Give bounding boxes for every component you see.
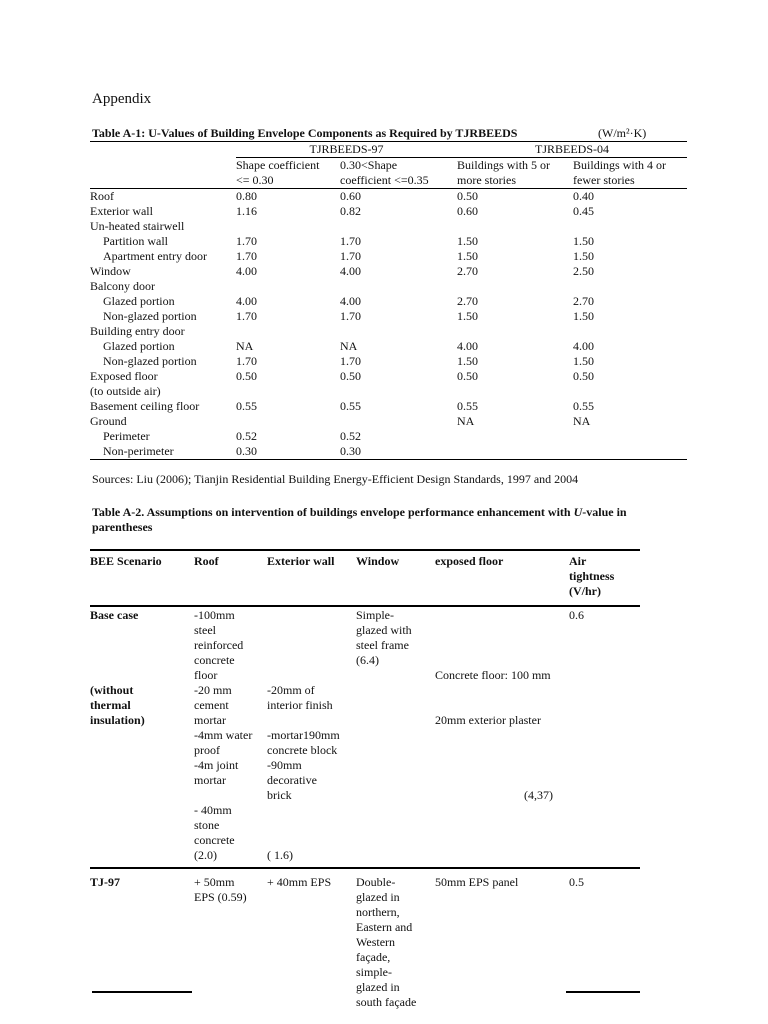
group-header-tjrbeeds-97: TJRBEEDS-97 (236, 142, 457, 158)
value-cell: 0.80 (236, 189, 257, 203)
table-row (90, 264, 687, 279)
value-cell: 1.70 (340, 249, 361, 263)
value-cell: 4.00 (236, 264, 257, 278)
value-cell (573, 324, 687, 339)
value-cell (236, 219, 340, 234)
table-row (90, 339, 687, 354)
row-label: Perimeter (103, 429, 150, 443)
table-row-tj97 (90, 868, 640, 1010)
base-window-cell: Simple- glazed with steel frame (6.4) (356, 606, 435, 868)
footnote-rule-right (566, 991, 640, 993)
value-cell: 4.00 (573, 339, 595, 353)
table-row (90, 204, 687, 219)
header-window: Window (356, 550, 435, 606)
footnote-rule-left (92, 991, 192, 993)
value-cell (236, 414, 340, 429)
value-cell: 0.60 (340, 189, 361, 203)
value-cell: 1.70 (236, 309, 257, 323)
scenario-base-case: Base case (without thermal insulation) (90, 606, 194, 868)
row-label: Building entry door (90, 324, 185, 338)
value-cell (236, 279, 340, 294)
value-cell: 1.70 (236, 234, 257, 248)
value-cell: 0.45 (573, 204, 595, 218)
value-cell: 0.30 (236, 444, 257, 458)
value-cell: 1.50 (457, 249, 479, 263)
value-cell: 0.55 (340, 399, 361, 413)
base-air-cell: 0.6 (569, 606, 640, 868)
sources-note: Sources: Liu (2006); Tianjin Residential Building Energy-Efficient Design Standards, 1997 and 2004 (92, 472, 579, 486)
table-a1-caption: Table A-1: U-Values of Building Envelope Components as Required by TJRBEEDS (92, 126, 518, 140)
table-row (90, 234, 687, 249)
table-row (90, 399, 687, 414)
value-cell: 1.70 (340, 309, 361, 323)
table-row (90, 249, 687, 264)
value-cell: 1.70 (236, 354, 257, 368)
table-a1 (90, 141, 687, 460)
value-cell (573, 279, 687, 294)
value-cell: 0.50 (340, 369, 361, 383)
value-cell (573, 444, 687, 460)
table-row (90, 444, 687, 460)
base-floor-cell: Concrete floor: 100 mm 20mm exterior plaster (4,37) (435, 606, 569, 868)
value-cell: 0.50 (457, 189, 479, 203)
row-label: Glazed portion (103, 294, 175, 308)
value-cell: 1.16 (236, 204, 257, 218)
row-label: Non-perimeter (103, 444, 174, 458)
row-label: Window (90, 264, 131, 278)
value-cell: 1.50 (457, 354, 479, 368)
base-wall-cell: -20mm of interior finish -mortar190mm concrete block -90mm decorative brick ( 1.6) (267, 606, 356, 868)
tj97-roof-cell: + 50mm EPS (0.59) (194, 875, 247, 904)
value-cell: 2.70 (457, 294, 479, 308)
table-row (90, 279, 687, 294)
table-row (90, 189, 687, 205)
row-label: Balcony door (90, 279, 155, 293)
value-cell: 2.70 (457, 264, 479, 278)
row-label: Non-glazed portion (103, 309, 197, 323)
column-header: 0.30<Shape coefficient <=0.35 (340, 158, 457, 189)
header-exterior-wall: Exterior wall (267, 550, 356, 606)
value-cell: 0.55 (457, 399, 479, 413)
table-row (90, 294, 687, 309)
row-label: Apartment entry door (103, 249, 207, 263)
value-cell (457, 279, 573, 294)
value-cell: 1.50 (573, 249, 595, 263)
table-row (90, 309, 687, 324)
value-cell: 0.50 (573, 369, 595, 383)
value-cell (236, 324, 340, 339)
header-bee-scenario: BEE Scenario (90, 550, 194, 606)
value-cell: 0.30 (340, 444, 361, 458)
table-row (90, 414, 687, 429)
value-cell: 4.00 (340, 264, 361, 278)
value-cell: 0.50 (236, 369, 257, 383)
tj97-air-cell: 0.5 (569, 875, 584, 889)
table-a2-caption: Table A-2. Assumptions on intervention of buildings envelope performance enhancement with U-value in parentheses (92, 505, 627, 534)
value-cell: 0.52 (236, 429, 257, 443)
column-header: Buildings with 4 or fewer stories (573, 158, 687, 189)
value-cell: 4.00 (340, 294, 361, 308)
row-label: Partition wall (103, 234, 168, 248)
group-header-tjrbeeds-04: TJRBEEDS-04 (457, 142, 687, 158)
table-row (90, 429, 687, 444)
table-a1-units: (W/m²·K) (598, 126, 647, 140)
base-roof-cell: -100mm steel reinforced concrete floor -20 mm cement mortar -4mm water proof -4m joint mortar - 40mm stone concrete (2.0) (194, 606, 267, 868)
value-cell: 1.70 (236, 249, 257, 263)
value-cell (573, 429, 687, 444)
row-label: Ground (90, 414, 127, 428)
value-cell: NA (340, 339, 358, 353)
row-label: Basement ceiling floor (90, 399, 200, 413)
value-cell (340, 324, 457, 339)
value-cell: 0.60 (457, 204, 479, 218)
row-label: Un-heated stairwell (90, 219, 185, 233)
tj97-wall-cell: + 40mm EPS (267, 875, 332, 889)
value-cell: 2.70 (573, 294, 595, 308)
value-cell: 0.52 (340, 429, 361, 443)
header-roof: Roof (194, 550, 267, 606)
table-row (90, 219, 687, 234)
row-label: Exterior wall (90, 204, 153, 218)
table-row-base-case (90, 606, 640, 868)
header-exposed-floor: exposed floor (435, 550, 569, 606)
value-cell: 1.50 (573, 354, 595, 368)
base-floor-value: (4,37) (524, 788, 553, 802)
value-cell: NA (236, 339, 254, 353)
value-cell (340, 219, 457, 234)
value-cell: 1.50 (457, 234, 479, 248)
value-cell: 0.82 (340, 204, 361, 218)
value-cell: 4.00 (457, 339, 479, 353)
tj97-floor-cell: 50mm EPS panel (435, 875, 519, 889)
value-cell (457, 219, 573, 234)
table-row (90, 324, 687, 339)
value-cell (457, 324, 573, 339)
value-cell: 1.50 (573, 234, 595, 248)
appendix-heading: Appendix (92, 91, 152, 107)
value-cell (573, 219, 687, 234)
value-cell (340, 279, 457, 294)
value-cell: 2.50 (573, 264, 595, 278)
value-cell: 0.55 (236, 399, 257, 413)
value-cell (457, 429, 573, 444)
column-header: Shape coefficient <= 0.30 (236, 158, 340, 189)
value-cell: 1.70 (340, 234, 361, 248)
scenario-tj97: TJ-97 (90, 875, 120, 889)
row-label: Exposed floor (to outside air) (90, 369, 161, 398)
value-cell: NA (457, 414, 475, 428)
table-a2 (90, 549, 640, 1010)
table-row (90, 369, 687, 399)
value-cell (457, 444, 573, 460)
row-label: Glazed portion (103, 339, 175, 353)
value-cell: 0.40 (573, 189, 595, 203)
tj97-window-cell: Double- glazed in northern, Eastern and Western façade, simple- glazed in south façade (356, 875, 417, 1009)
value-cell: 0.50 (457, 369, 479, 383)
value-cell: 0.55 (573, 399, 595, 413)
value-cell (340, 414, 457, 429)
value-cell: 1.50 (573, 309, 595, 323)
value-cell: 1.50 (457, 309, 479, 323)
column-header: Buildings with 5 or more stories (457, 158, 573, 189)
value-cell: NA (573, 414, 591, 428)
header-air-tightness: Air tightness (V/hr) (569, 550, 640, 606)
row-label: Roof (90, 189, 114, 203)
value-cell: 4.00 (236, 294, 257, 308)
row-label: Non-glazed portion (103, 354, 197, 368)
value-cell: 1.70 (340, 354, 361, 368)
table-row (90, 354, 687, 369)
